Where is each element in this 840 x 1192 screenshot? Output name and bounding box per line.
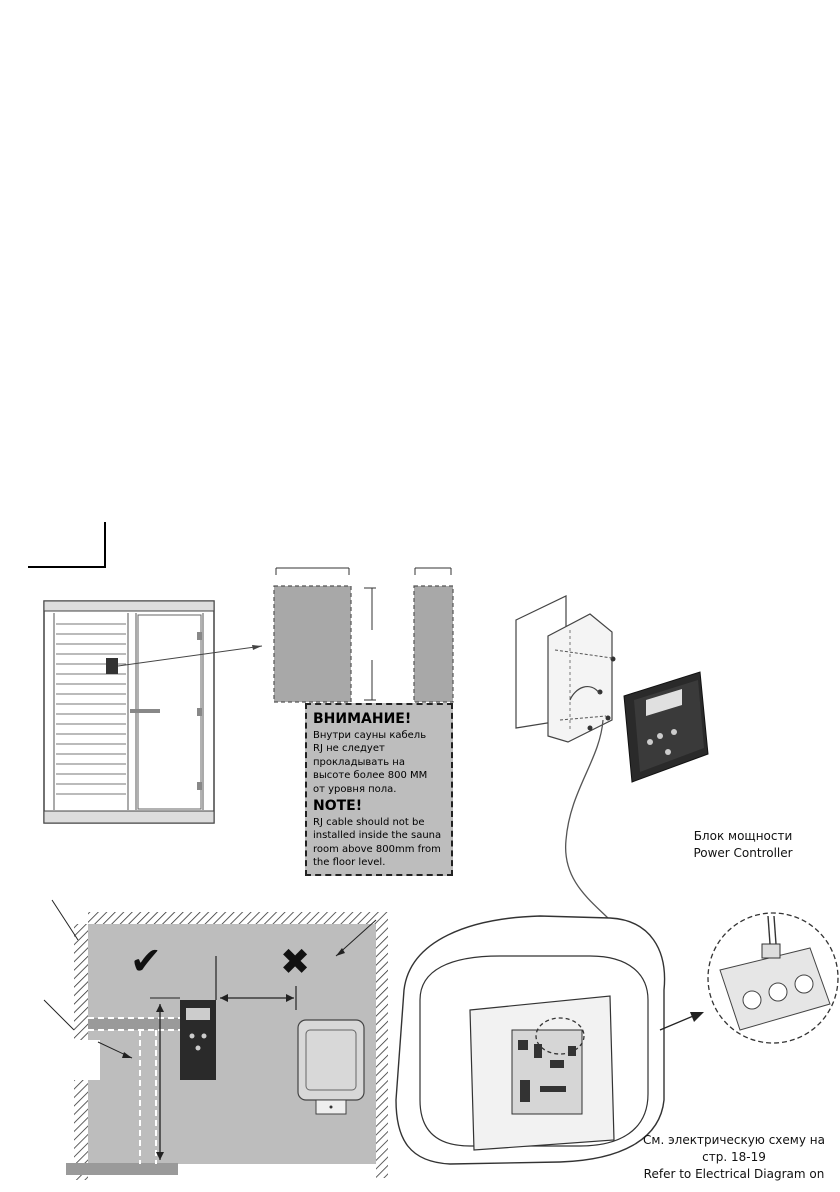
power-controller-label-ru: Блок мощности [693,829,793,843]
warning-title-en: NOTE! [313,798,363,815]
reference-line-3: Refer to Electrical Diagram on [643,1167,825,1181]
warning-title-ru: ВНИМАНИЕ! [313,711,412,727]
reference-line-2: стр. 18-19 [702,1150,766,1164]
heater-controller-unit [396,916,704,1164]
sauna-floor-plan [44,900,388,1180]
allowed-checkmark-icon: ✔ [130,939,162,983]
control-panel-marker [106,658,118,674]
warning-text-ru: Внутри сауны кабель RJ не следует прокладывать на высоте более 800 ММ от уровня пола. [313,730,428,795]
electrical-diagram-reference [628,1132,840,1183]
sauna-front-view [44,601,262,823]
forbidden-cross-icon: ✖ [280,942,311,983]
rj-cable-warning-note [305,703,453,876]
panel-dimension-view [274,568,453,702]
power-controller-label [660,828,826,862]
terminal-zoom-detail [708,913,838,1043]
reference-line-1: См. электрическую схему на [643,1133,825,1147]
control-panel-assembly [516,596,708,782]
power-controller-label-en: Power Controller [693,846,793,860]
warning-text-en: RJ cable should not be installed inside the sauna room above 800mm from the floor level. [313,817,442,869]
